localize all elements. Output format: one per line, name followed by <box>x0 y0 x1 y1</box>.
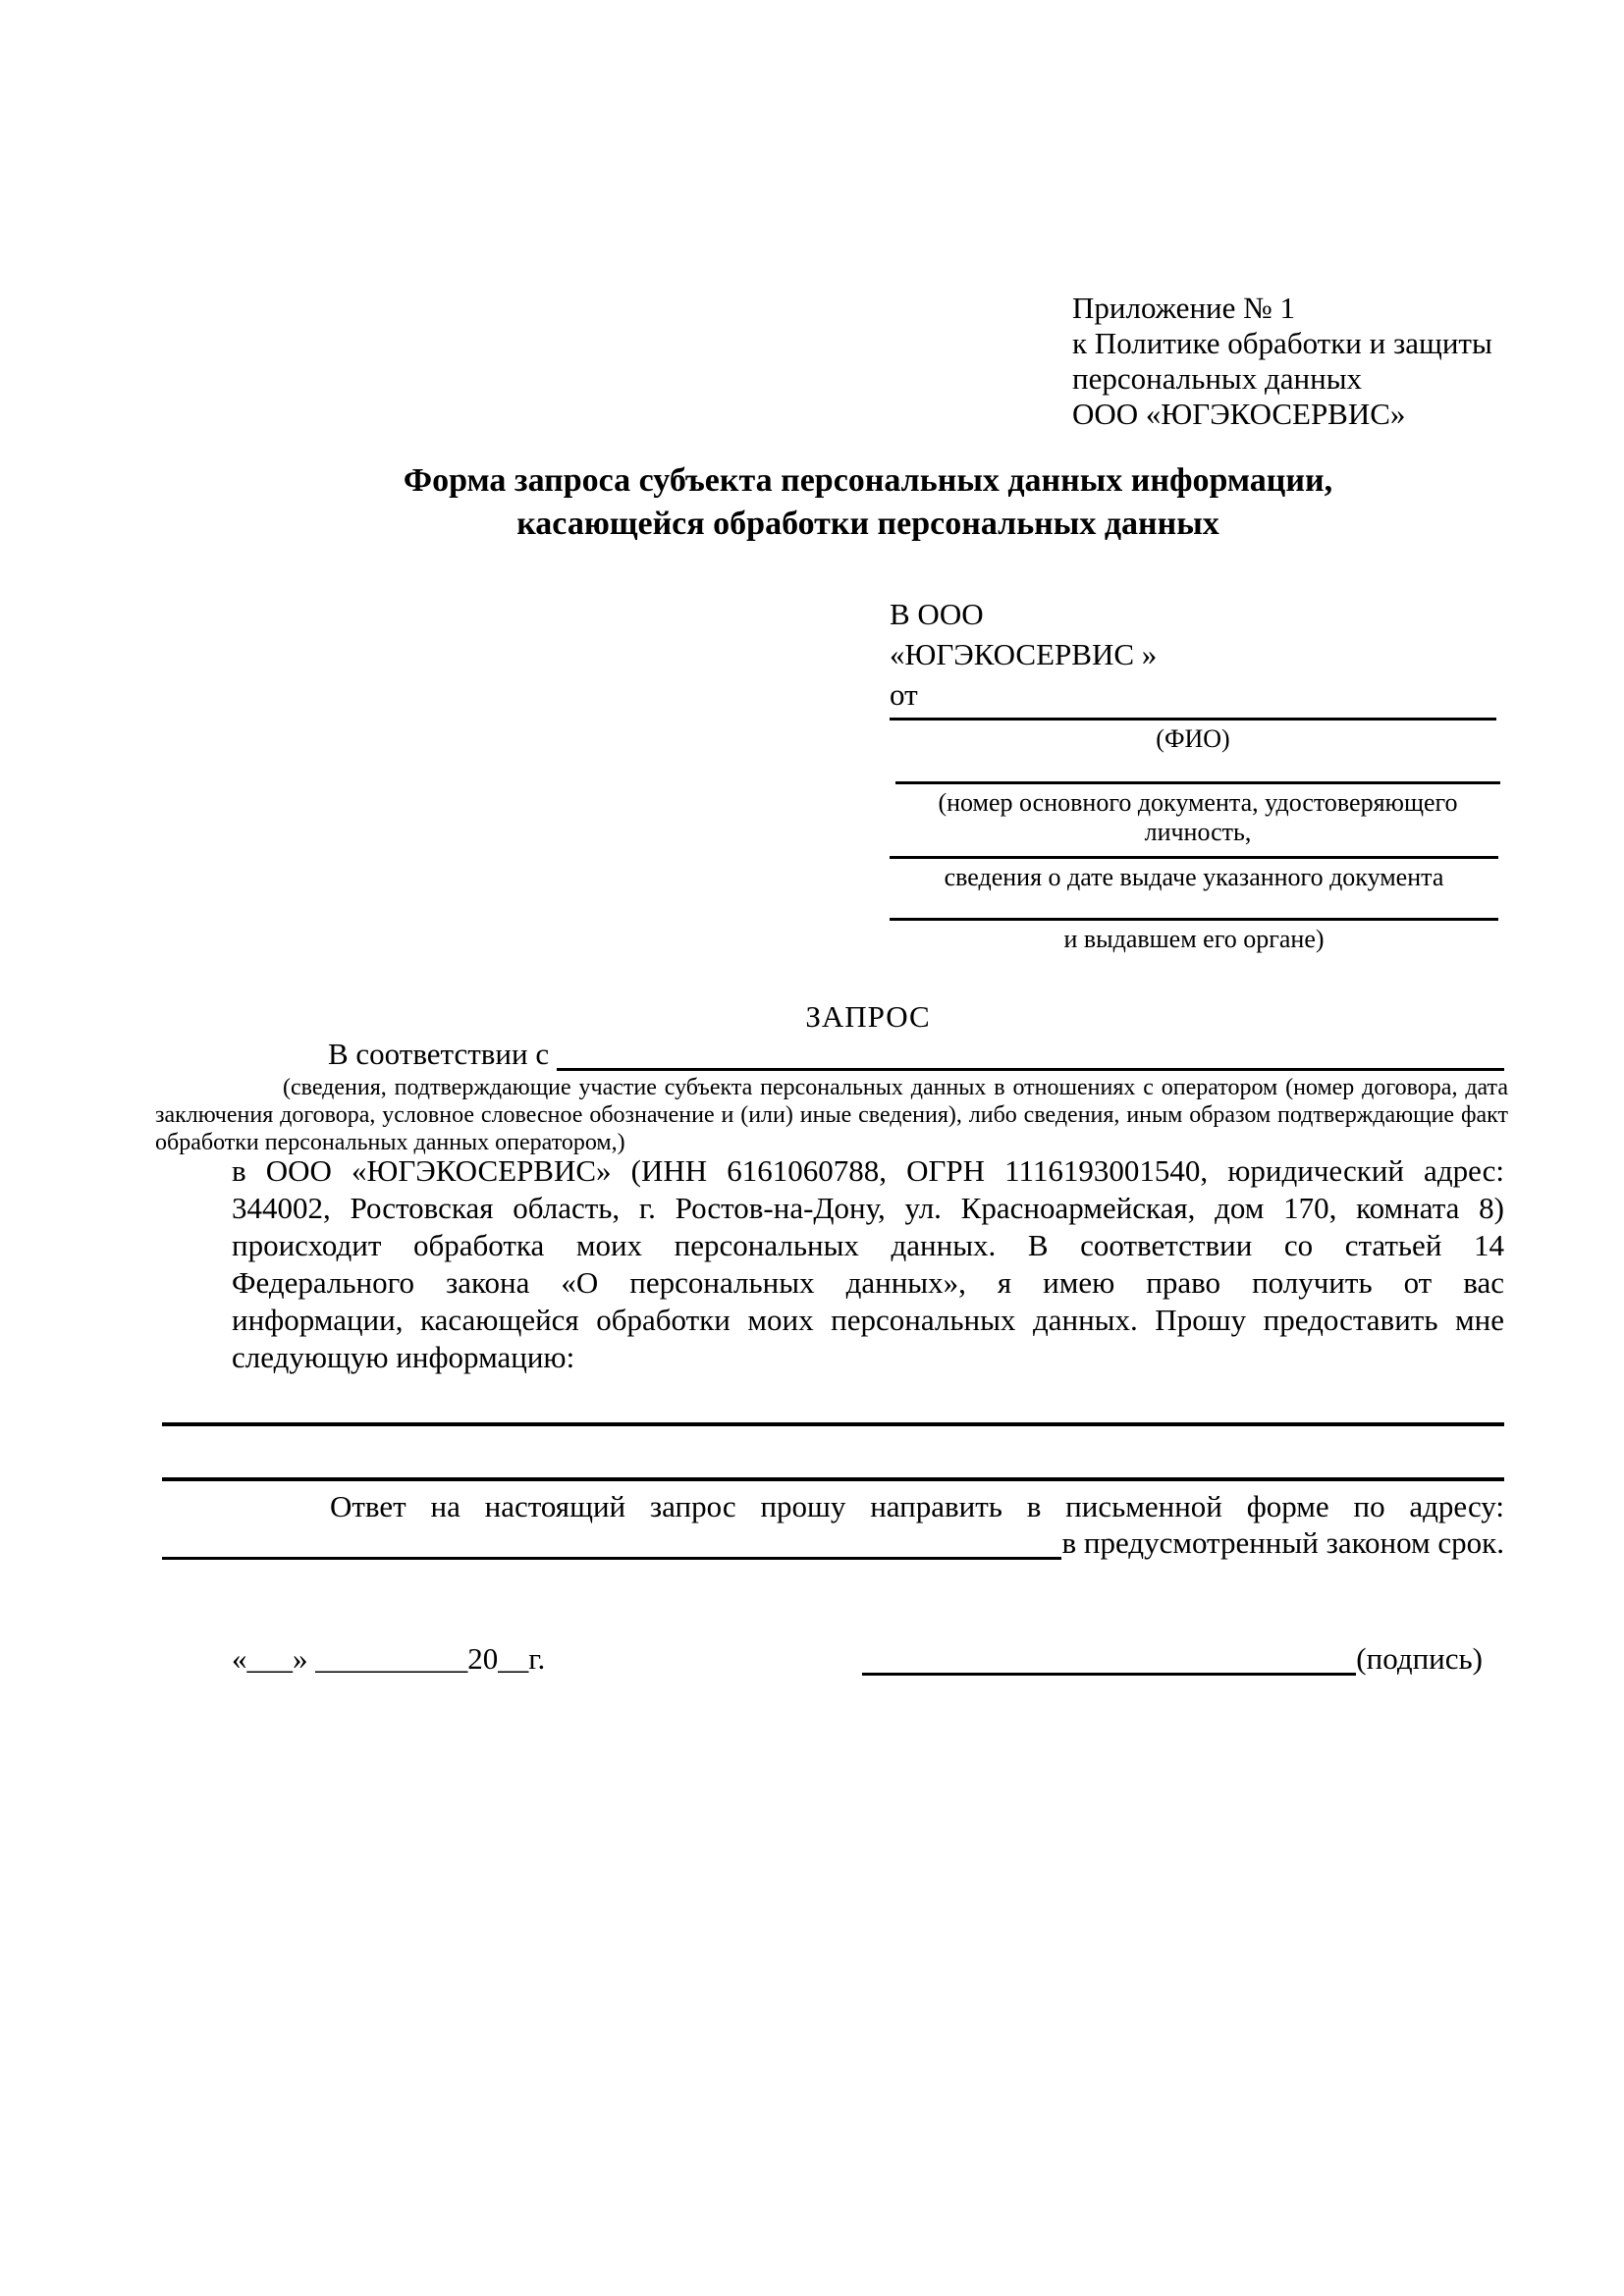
document-number-blank-line <box>895 781 1500 784</box>
reply-address-row <box>162 1525 1504 1565</box>
body-line: происходит обработка моих персональных данных. В соответствии со статьей 14 <box>232 1228 1504 1262</box>
address-blank-line <box>162 1525 1061 1560</box>
document-title-line: касающейся обработки персональных данных <box>516 506 1219 542</box>
appendix-header-line: персональных данных <box>1072 361 1363 396</box>
body-line: в ООО «ЮГЭКОСЕРВИС» (ИНН 6161060788, ОГРН 1116193001540, юридический адрес: <box>232 1153 1504 1188</box>
intro-row <box>328 1037 1504 1076</box>
signature-blank-line <box>862 1641 1356 1676</box>
reply-paragraph-line: Ответ на настоящий запрос прошу направить в письменной форме по адресу: <box>330 1489 1504 1523</box>
signature-row <box>862 1641 1483 1681</box>
issuing-authority-caption: и выдавшем его органе) <box>1063 925 1325 953</box>
explanatory-note <box>155 1074 1508 1156</box>
issuing-authority-blank-line <box>890 918 1498 921</box>
issue-date-caption: сведения о дате выдаче указанного документа <box>944 863 1444 891</box>
body-line: информации, касающейся обработки моих персональных данных. Прошу предоставить мне <box>232 1303 1504 1337</box>
appendix-header <box>1072 291 1492 432</box>
issue-date-blank-line <box>890 856 1498 859</box>
intro-label: В соответствии с <box>328 1037 550 1071</box>
signature-caption: (подпись) <box>1356 1641 1483 1676</box>
note-line: обработки персональных данных оператором,) <box>155 1130 625 1155</box>
request-heading: ЗАПРОС <box>805 999 931 1034</box>
intro-blank-line <box>557 1037 1504 1071</box>
note-line: заключения договора, условное словесное обозначение и (или) иные сведения), либо сведения, иным образом подтверждающие факт <box>155 1102 1508 1128</box>
note-line: (сведения, подтверждающие участие субъекта персональных данных в отношениях с оператором (номер договора, дата <box>283 1075 1508 1100</box>
appendix-header-line: ООО «ЮГЭКОСЕРВИС» <box>1072 397 1406 431</box>
answer-blank-line-2 <box>162 1477 1504 1481</box>
body-line: следующую информацию: <box>232 1340 575 1374</box>
document-title-line: Форма запроса субъекта персональных данных информации, <box>403 462 1333 499</box>
addressee-line: В ООО <box>890 597 984 631</box>
body-line: 344002, Ростовская область, г. Ростов-на-Дону, ул. Красноармейская, дом 170, комната 8) <box>232 1191 1504 1225</box>
document-number-caption: (номер основного документа, удостоверяющего личность, <box>938 788 1458 846</box>
fio-blank-line <box>890 718 1496 721</box>
appendix-header-line: Приложение № 1 <box>1072 291 1295 325</box>
appendix-header-line: к Политике обработки и защиты <box>1072 326 1492 360</box>
addressee-line: от <box>890 677 918 712</box>
request-body <box>232 1152 1504 1376</box>
addressee-line: «ЮГЭКОСЕРВИС » <box>890 637 1158 671</box>
reply-suffix: в предусмотренный законом срок. <box>1061 1525 1504 1560</box>
addressee-block <box>890 594 1157 715</box>
answer-blank-line-1 <box>162 1422 1504 1426</box>
date-placeholder: «___» __________20__г. <box>232 1641 546 1676</box>
body-line: Федерального закона «О персональных данных», я имею право получить от вас <box>232 1265 1504 1300</box>
fio-caption: (ФИО) <box>1156 724 1230 753</box>
document-title <box>232 459 1504 546</box>
